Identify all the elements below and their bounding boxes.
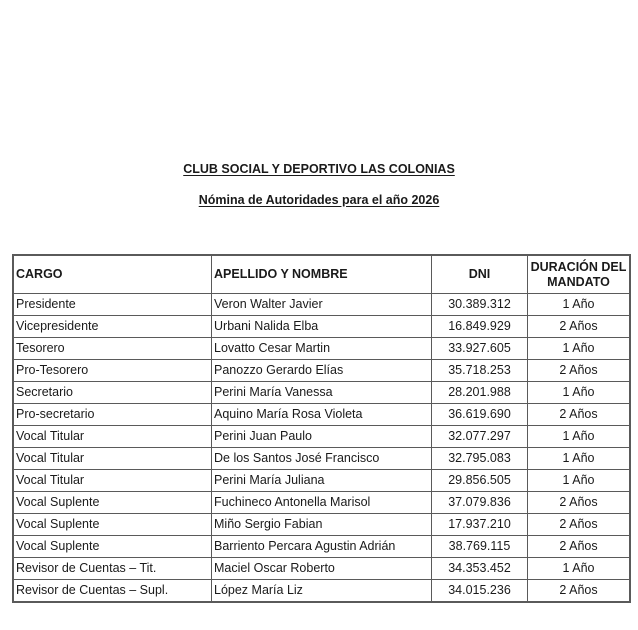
cell-dni: 34.353.452 — [432, 558, 528, 580]
cell-nombre: Veron Walter Javier — [212, 294, 432, 316]
cell-dni: 32.077.297 — [432, 426, 528, 448]
header-nombre: APELLIDO Y NOMBRE — [212, 255, 432, 294]
table-row — [13, 426, 630, 448]
table-row — [13, 492, 630, 514]
cell-cargo: Secretario — [13, 382, 212, 404]
cell-cargo: Vocal Titular — [13, 470, 212, 492]
cell-cargo: Vocal Suplente — [13, 514, 212, 536]
cell-nombre: Barriento Percara Agustin Adrián — [212, 536, 432, 558]
cell-dni: 29.856.505 — [432, 470, 528, 492]
cell-dni: 32.795.083 — [432, 448, 528, 470]
header-duracion — [528, 255, 631, 294]
cell-nombre: Perini María Vanessa — [212, 382, 432, 404]
cell-nombre: Perini Juan Paulo — [212, 426, 432, 448]
table-row — [13, 580, 630, 603]
cell-duracion: 1 Año — [528, 426, 631, 448]
cell-dni: 30.389.312 — [432, 294, 528, 316]
header-dni: DNI — [432, 255, 528, 294]
cell-dni: 33.927.605 — [432, 338, 528, 360]
table-body — [13, 294, 630, 603]
cell-cargo: Vocal Titular — [13, 426, 212, 448]
cell-duracion: 2 Años — [528, 536, 631, 558]
cell-cargo: Pro-secretario — [13, 404, 212, 426]
cell-nombre: Miño Sergio Fabian — [212, 514, 432, 536]
cell-dni: 34.015.236 — [432, 580, 528, 603]
cell-duracion: 1 Año — [528, 470, 631, 492]
document-title-text: CLUB SOCIAL Y DEPORTIVO LAS COLONIAS — [183, 162, 455, 176]
cell-cargo: Presidente — [13, 294, 212, 316]
table-row — [13, 360, 630, 382]
header-cargo: CARGO — [13, 255, 212, 294]
cell-dni: 28.201.988 — [432, 382, 528, 404]
cell-cargo: Vocal Suplente — [13, 536, 212, 558]
cell-cargo: Vicepresidente — [13, 316, 212, 338]
cell-nombre: Fuchineco Antonella Marisol — [212, 492, 432, 514]
table-row — [13, 316, 630, 338]
cell-cargo: Pro-Tesorero — [13, 360, 212, 382]
table-row — [13, 536, 630, 558]
document-title — [0, 162, 638, 176]
cell-duracion: 2 Años — [528, 514, 631, 536]
cell-duracion: 2 Años — [528, 316, 631, 338]
cell-duracion: 2 Años — [528, 492, 631, 514]
cell-dni: 16.849.929 — [432, 316, 528, 338]
cell-cargo: Tesorero — [13, 338, 212, 360]
cell-nombre: López María Liz — [212, 580, 432, 603]
cell-duracion: 1 Año — [528, 558, 631, 580]
table-row — [13, 470, 630, 492]
cell-nombre: Lovatto Cesar Martin — [212, 338, 432, 360]
cell-duracion: 1 Año — [528, 448, 631, 470]
document-subtitle-text: Nómina de Autoridades para el año 2026 — [198, 193, 440, 207]
table-row — [13, 514, 630, 536]
cell-cargo: Vocal Titular — [13, 448, 212, 470]
cell-duracion: 2 Años — [528, 580, 631, 603]
cell-dni: 37.079.836 — [432, 492, 528, 514]
cell-duracion: 1 Año — [528, 294, 631, 316]
cell-dni: 17.937.210 — [432, 514, 528, 536]
table-row — [13, 404, 630, 426]
cell-nombre: Maciel Oscar Roberto — [212, 558, 432, 580]
cell-nombre: De los Santos José Francisco — [212, 448, 432, 470]
authorities-table — [12, 254, 631, 603]
cell-dni: 36.619.690 — [432, 404, 528, 426]
table-row — [13, 382, 630, 404]
table-row — [13, 294, 630, 316]
cell-nombre: Aquino María Rosa Violeta — [212, 404, 432, 426]
header-duracion-line2: MANDATO — [547, 274, 610, 289]
cell-duracion: 1 Año — [528, 338, 631, 360]
cell-duracion: 2 Años — [528, 360, 631, 382]
table-row — [13, 338, 630, 360]
cell-dni: 35.718.253 — [432, 360, 528, 382]
cell-nombre: Urbani Nalida Elba — [212, 316, 432, 338]
header-duracion-line1: DURACIÓN DEL — [530, 259, 627, 274]
cell-cargo: Revisor de Cuentas – Tit. — [13, 558, 212, 580]
cell-duracion: 1 Año — [528, 382, 631, 404]
table-row — [13, 558, 630, 580]
cell-nombre: Perini María Juliana — [212, 470, 432, 492]
table-row — [13, 448, 630, 470]
cell-cargo: Revisor de Cuentas – Supl. — [13, 580, 212, 603]
document-subtitle — [0, 193, 638, 207]
table-header-row — [13, 255, 630, 294]
cell-dni: 38.769.115 — [432, 536, 528, 558]
cell-duracion: 2 Años — [528, 404, 631, 426]
cell-nombre: Panozzo Gerardo Elías — [212, 360, 432, 382]
cell-cargo: Vocal Suplente — [13, 492, 212, 514]
